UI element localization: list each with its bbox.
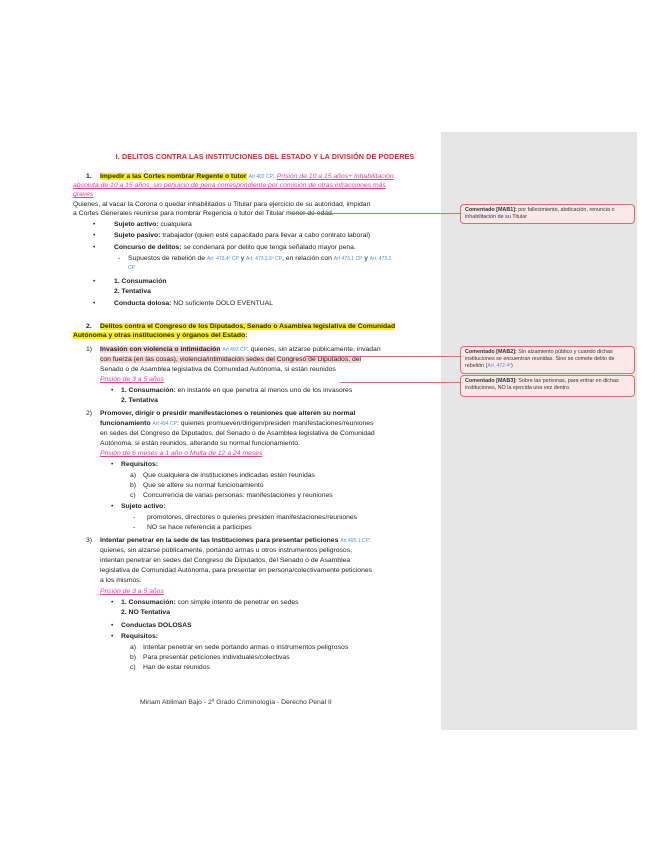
p1-consumacion: 1. Consumación: en instante en que penetra al menos uno de los invasores [121,387,353,394]
p1-line-3: Senado o de Asamblea legislativa de Comunidad Autónoma, si están reunidos [100,366,336,373]
comment-mab1[interactable] [460,204,635,224]
comment-author: Comentado [MAB1]: [465,207,517,213]
sub-bullet: - [133,524,136,531]
p3-line-2: intentan penetrar en sedes del Congreso de Diputados, del Senado o de Asamblea [100,557,351,564]
p3-requisitos: Requisitos: [121,633,159,640]
s1-conducta: Conducta dolosa: NO suficiente DOLO EVENTUAL [114,300,274,307]
p2-heading-line: funcionamiento Art 494 CP: quienes promueven/dirigen/presiden manifestaciones/reuniones [100,420,374,427]
bullet: • [111,461,114,468]
p2-req-c: Concurrencia de varias personas: manifestaciones y reuniones [143,492,333,499]
comment-connector [305,356,460,357]
bullet: • [93,244,96,251]
section-title: I. DELITOS CONTRA LAS INSTITUCIONES DEL ESTADO Y LA DIVISIÓN DE PODERES [115,152,415,161]
item-number: 1) [86,346,93,353]
p1-line-2: con fuerza (en las cosas), violencia/intimidación sedes del Congreso de Diputados, del [100,356,362,363]
enum-a: a) [130,644,137,651]
ref-link[interactable]: Art. 473.2.6º CP [246,256,283,262]
p2-line-3: Autónoma, si están reunidos, alterando su normal funcionamiento. [100,440,300,447]
ref-link[interactable]: Art 495.1 CP [340,538,369,544]
sub-bullet: - [118,255,121,262]
s1-subject-passive: Sujeto pasivo: trabajador (quien esté capacitado para llevar a cabo contrato laboral) [114,232,371,239]
s1-concurso: Concurso de delitos: se condenará por delito que tenga señalado mayor pena. [114,244,356,251]
s2-heading-1: Delitos contra el Congreso de los Diputados, Senado o Asamblea legislativa de Comunidad [100,323,396,330]
p2-sa-2: NO se hace referencia a participes [147,524,252,531]
page-footer: Miriam Abliman Bajo - 2º Grado Criminología - Derecho Penal II [140,699,332,706]
s1-heading: Impedir a las Cortes nombrar Regente o tutor [100,173,247,180]
bullet: • [111,633,114,640]
s1-heading-line: Impedir a las Cortes nombrar Regente o tutor Art 402 CP: Prisión de 10 a 15 años+ Inhabilitación [100,173,394,180]
s1-penalty-3: graves [73,191,94,198]
comment-text-tail: ) [511,363,513,370]
comment-text: Sin alzamiento público y cuando dichas instituciones se encuentran reunidas. Sino se comete delito de rebelión ( [465,349,615,370]
comment-text: Sobre las personas, para entrar en dichas instituciones, NO la ejercida una vez dentro. [465,378,619,392]
p1-heading: Invasión con violencia o intimidación [100,346,221,353]
enum-b: b) [130,482,137,489]
bullet: • [111,503,114,510]
comment-mab3[interactable] [460,375,635,397]
item-number: 3) [86,537,93,544]
p3-line-3: legislativa de Comunidad Autónoma, para presentar en persona/colectivamente peticiones [100,567,373,574]
p1-heading-line: Invasión con violencia o intimidación Art 493 CP: quienes, sin alzarse públicamente, invadan [100,346,381,353]
sub-bullet: - [133,514,136,521]
p2-requisitos: Requisitos: [121,461,159,468]
ref-link[interactable]: CP [128,265,135,271]
s1-desc-2: a Cortes Generales reunirse para nombrar Regencia o tutor del Titular menor de edad. [73,210,334,217]
s1-subject-active: Sujeto activo: cualquiera [114,221,192,228]
comment-connector [290,213,460,214]
comment-connector [340,382,460,383]
ref-link[interactable]: Art 493 CP [222,347,247,353]
bullet: • [93,278,96,285]
ref-link[interactable]: Art 473.1 CP [333,256,363,262]
p3-line-4: a los mismos. [100,577,142,584]
p2-req-a: Que cualquiera de instituciones indicadas estén reunidas [143,472,315,479]
bullet: • [111,387,114,394]
enum-a: a) [130,472,137,479]
p2-penalty: Prisión de 6 meses a 1 año o Multa de 12 a 24 meses [100,450,263,457]
p1-tentativa: 2. Tentativa [121,397,158,404]
p3-req-b: Para presentar peticiones individuales/colectivas [143,654,290,661]
s1-tentativa: 2. Tentativa [114,288,151,295]
p3-consumacion: 1. Consumación: con simple intento de penetrar en sedes [121,599,299,606]
s1-consumacion: 1. Consumación [114,278,167,285]
p3-line-1: quienes, sin alzarse públicamente, portando armas u otros instrumentos peligrosos, [100,547,352,554]
enum-c: c) [130,492,136,499]
p2-heading-1: Promover, dirigir o presidir manifestaciones o reuniones que alteren su normal [100,410,356,417]
ref-link[interactable]: Art. 472.4º [487,363,511,370]
p3-req-c: Han de estar reunidos [143,664,210,671]
p1-penalty: Prisión de 3 a 5 años [100,376,164,383]
s1-rebelion-line: Supuestos de rebelión de Art. 473.4º CP y Art. 473.2.6º CP, en relación con Art 473.1 CP y Art. 473.2 [128,255,392,262]
s1-desc-1: Quienes, al vacar la Corona o quedar inhabilitados u Titular para ejercicio de su autoridad, impidan [73,201,371,208]
bullet: • [93,232,96,239]
ref-link[interactable]: Art. 473.4º CP [206,256,239,262]
p3-penalty: Prisión de 3 a 5 años [100,588,164,595]
comment-author: Comentado [MAB2]: [465,349,517,355]
p2-line-2: en sedes del Congreso de Diputados, del Senado o de Asamblea legislativa de Comunidad [100,430,375,437]
list-number-2: 2. [86,323,92,330]
p2-sujeto-activo: Sujeto activo: [121,503,166,510]
s1-penalty-2: absoluta de 10 a 15 años, sin perjuicio de pena correspondiente por comisión de otras infracciones más [73,182,386,189]
comment-mab2[interactable] [460,346,635,374]
p3-no-tentativa: 2. NO Tentativa [121,609,170,616]
enum-b: b) [130,654,137,661]
enum-c: c) [130,664,136,671]
p3-heading-line: Intentar penetrar en la sede de las Instituciones para presentar peticiones Art 495.1 CP: [100,537,371,544]
p2-req-b: Que se altere su normal funcionamiento [143,482,264,489]
item-number: 2) [86,410,93,417]
comment-author: Comentado [MAB3]: [465,378,517,384]
bullet: • [93,221,96,228]
bullet: • [93,300,96,307]
ref-link[interactable]: Art. 473.2 [369,256,392,262]
list-number-1: 1. [86,173,92,180]
s1-article-ref[interactable]: Art 402 CP [248,174,273,180]
s2-heading-2: Autónoma y otras instituciones y órganos del Estado: [73,332,248,339]
p2-sa-1: promotores, directores o quienes presiden manifestaciones/reuniones [147,514,358,521]
ref-link[interactable]: Art 494 CP [152,421,177,427]
bullet: • [111,599,114,606]
comment-text: por fallecimiento, abdicación, renuncia o inhabilitación de su Titular [465,207,615,221]
s1-penalty-1: Prisión de 10 a 15 años+ Inhabilitación [276,173,394,180]
p3-req-a: Intentar penetrar en sede portando armas o instrumentos peligrosos [143,644,349,651]
p3-conductas: Conductas DOLOSAS [121,622,192,629]
bullet: • [111,622,114,629]
